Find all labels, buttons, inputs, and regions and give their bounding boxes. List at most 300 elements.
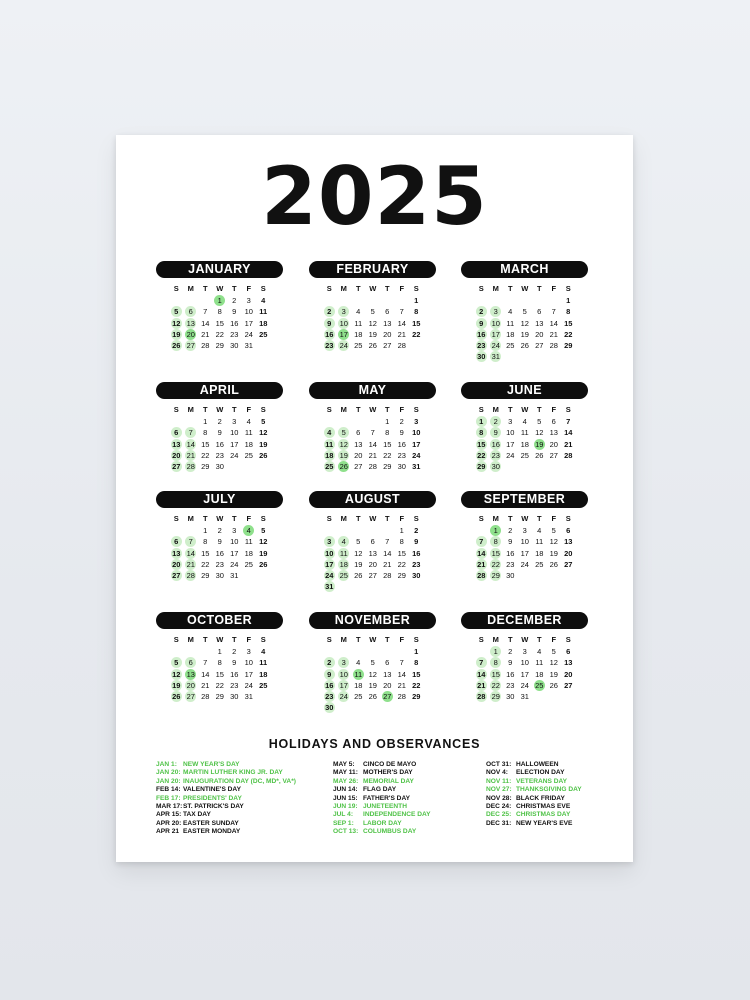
holiday-date: FEB 14:	[156, 786, 181, 794]
calendar-day: 8	[217, 307, 222, 317]
calendar-day: 28	[186, 462, 195, 472]
calendar-day: 17	[230, 548, 239, 558]
calendar-day: 18	[259, 318, 268, 328]
holiday-item	[156, 786, 296, 794]
calendar-day: 17	[412, 439, 421, 449]
calendar-day: 30	[491, 462, 500, 472]
week-row	[156, 439, 283, 450]
calendar-day: 22	[201, 559, 210, 569]
weekday-label: M	[340, 514, 347, 523]
holiday-name: VETERANS DAY	[516, 777, 568, 785]
weekday-label: S	[326, 635, 332, 644]
empty-day	[353, 416, 364, 427]
calendar-day: 4	[356, 658, 361, 668]
calendar-day: 19	[368, 680, 377, 690]
calendar-day: 14	[397, 318, 406, 328]
calendar-day: 21	[549, 329, 558, 339]
holiday-date: MAR 17:	[156, 803, 183, 811]
calendar-day: 30	[230, 692, 239, 702]
calendar-day: 13	[186, 318, 195, 328]
empty-day	[338, 525, 349, 536]
calendar-day: 11	[244, 537, 253, 547]
calendar-day: 10	[230, 537, 239, 547]
weekday-label: W	[216, 635, 224, 644]
calendar-day: 12	[259, 428, 268, 438]
weekday-label: S	[173, 635, 179, 644]
calendar-day: 1	[414, 296, 419, 305]
calendar-day: 7	[399, 658, 404, 668]
week-row	[309, 439, 436, 450]
holiday-item	[156, 828, 296, 836]
calendar-day: 25	[325, 462, 334, 472]
calendar-day: 14	[477, 548, 486, 558]
weekday-label: T	[384, 514, 390, 523]
calendar-day: 14	[397, 669, 406, 679]
calendar-day: 4	[537, 526, 542, 535]
calendar-day: 4	[261, 647, 266, 656]
week-row	[309, 548, 436, 559]
calendar-day: 5	[551, 526, 556, 535]
holidays-title: HOLIDAYS AND OBSERVANCES	[268, 737, 481, 751]
week-row	[309, 691, 436, 702]
calendar-day: 20	[368, 559, 377, 569]
weekday-label: M	[187, 405, 194, 414]
calendar-day: 14	[549, 318, 558, 328]
calendar-day: 4	[243, 525, 254, 536]
calendar-day: 17	[339, 680, 348, 690]
calendar-day: 24	[244, 680, 253, 690]
calendar-poster	[116, 135, 633, 862]
calendar-day: 15	[491, 669, 500, 679]
weekday-label: W	[521, 284, 529, 293]
calendar-day: 27	[172, 571, 181, 581]
weekday-label: T	[202, 514, 208, 523]
calendar-day: 27	[535, 341, 544, 351]
holiday-item	[156, 795, 296, 803]
holiday-name: EASTER SUNDAY	[183, 819, 239, 827]
week-row	[156, 691, 283, 702]
calendar-day: 20	[564, 669, 573, 679]
calendar-day: 9	[508, 537, 513, 547]
weekday-header	[309, 633, 436, 646]
holiday-date: NOV 27:	[486, 786, 512, 794]
calendar-day: 15	[215, 669, 224, 679]
weekday-label: W	[369, 514, 377, 523]
calendar-day: 25	[354, 341, 363, 351]
holiday-name: NEW YEAR'S EVE	[516, 819, 573, 827]
weekday-label: S	[565, 405, 571, 414]
weekday-label: W	[521, 405, 529, 414]
weekday-label: T	[355, 284, 361, 293]
calendar-day: 24	[230, 559, 239, 569]
calendar-day: 14	[368, 439, 377, 449]
calendar-day: 23	[215, 450, 224, 460]
calendar-day: 1	[490, 525, 501, 536]
weekday-label: S	[326, 405, 332, 414]
calendar-day: 27	[564, 680, 573, 690]
calendar-day: 5	[370, 658, 375, 668]
calendar-day: 6	[370, 537, 375, 547]
calendar-day: 29	[201, 462, 210, 472]
calendar-day: 1	[203, 417, 208, 426]
calendar-day: 8	[490, 536, 501, 547]
calendar-day: 28	[477, 571, 486, 581]
calendar-day: 24	[339, 692, 348, 702]
calendar-day: 30	[397, 462, 406, 472]
calendar-day: 5	[171, 657, 182, 668]
calendar-day: 6	[385, 658, 390, 668]
holiday-column	[486, 761, 582, 828]
holiday-date: NOV 28:	[486, 794, 512, 802]
week-row	[461, 329, 588, 340]
week-row	[461, 427, 588, 438]
weekday-label: T	[507, 284, 513, 293]
weekday-label: M	[187, 514, 194, 523]
empty-day	[324, 646, 335, 657]
holiday-item	[333, 820, 431, 828]
weekday-label: W	[216, 284, 224, 293]
calendar-day: 8	[203, 428, 208, 438]
month-title: DECEMBER	[461, 612, 588, 629]
holiday-name: EASTER MONDAY	[183, 828, 241, 836]
empty-day	[200, 646, 211, 657]
week-row	[461, 680, 588, 691]
calendar-day: 12	[368, 318, 377, 328]
calendar-day: 11	[354, 318, 363, 328]
month-title: SEPTEMBER	[461, 491, 588, 508]
calendar-day: 28	[186, 571, 195, 581]
holiday-date: JAN 20:	[156, 777, 181, 785]
calendar-day: 24	[491, 341, 500, 351]
week-row	[461, 351, 588, 362]
calendar-day: 26	[549, 559, 558, 569]
weekday-label: M	[492, 405, 499, 414]
holiday-name: INAUGURATION DAY (DC, MD*, VA*)	[183, 777, 296, 785]
empty-day	[324, 416, 335, 427]
weekday-label: S	[413, 405, 419, 414]
calendar-day: 25	[520, 450, 529, 460]
calendar-day: 3	[522, 647, 527, 656]
empty-day	[367, 646, 378, 657]
month-title: MAY	[309, 382, 436, 399]
calendar-day: 13	[186, 669, 195, 679]
holiday-name: MEMORIAL DAY	[363, 777, 414, 785]
empty-day	[171, 295, 182, 306]
holiday-date: MAY 26:	[333, 777, 359, 785]
calendar-day: 7	[399, 307, 404, 317]
calendar-day: 20	[172, 559, 181, 569]
calendar-day: 23	[325, 692, 334, 702]
calendar-day: 20	[354, 450, 363, 460]
weekday-label: F	[246, 284, 252, 293]
calendar-day: 3	[232, 526, 237, 535]
weekday-label: S	[173, 514, 179, 523]
weekday-label: T	[231, 284, 237, 293]
calendar-day: 26	[368, 692, 377, 702]
calendar-day: 26	[520, 341, 529, 351]
calendar-day: 28	[201, 341, 210, 351]
holiday-date: APR 21	[156, 828, 180, 836]
calendar-day: 30	[412, 571, 421, 581]
calendar-day: 16	[412, 548, 421, 558]
calendar-day: 21	[186, 559, 195, 569]
weekday-label: F	[246, 514, 252, 523]
calendar-day: 11	[339, 548, 348, 558]
calendar-day: 9	[508, 658, 513, 668]
calendar-day: 6	[566, 647, 571, 656]
calendar-day: 18	[354, 329, 363, 339]
week-row	[156, 559, 283, 570]
weekday-label: M	[492, 635, 499, 644]
calendar-day: 17	[339, 329, 348, 339]
calendar-day: 11	[259, 307, 268, 317]
calendar-day: 1	[399, 526, 404, 535]
weekday-label: S	[260, 514, 266, 523]
holiday-date: DEC 31:	[486, 819, 512, 827]
calendar-day: 26	[339, 462, 348, 472]
week-row	[309, 570, 436, 581]
calendar-day: 25	[535, 680, 544, 690]
calendar-day: 28	[397, 692, 406, 702]
holiday-item	[156, 820, 296, 828]
calendar-day: 18	[339, 559, 348, 569]
weekday-label: M	[340, 635, 347, 644]
month-september	[461, 491, 588, 581]
holiday-date: JUL 4:	[333, 811, 354, 819]
holiday-name: VALENTINE'S DAY	[183, 786, 241, 794]
calendar-day: 27	[172, 462, 181, 472]
calendar-day: 20	[549, 439, 558, 449]
calendar-day: 25	[354, 692, 363, 702]
calendar-day: 24	[230, 450, 239, 460]
calendar-day: 4	[522, 417, 527, 426]
weekday-header	[461, 512, 588, 525]
calendar-day: 6	[385, 307, 390, 317]
calendar-day: 10	[520, 537, 529, 547]
week-row	[309, 295, 436, 306]
calendar-day: 17	[491, 329, 500, 339]
weekday-label: W	[521, 514, 529, 523]
week-row	[461, 439, 588, 450]
weekday-header	[156, 282, 283, 295]
holiday-date: JAN 20:	[156, 769, 181, 777]
empty-day	[185, 525, 196, 536]
calendar-day: 13	[564, 658, 573, 668]
calendar-day: 17	[520, 669, 529, 679]
calendar-day: 21	[397, 329, 406, 339]
calendar-day: 30	[215, 571, 224, 581]
calendar-day: 14	[383, 548, 392, 558]
calendar-day: 24	[325, 571, 334, 581]
weekday-label: F	[551, 514, 557, 523]
calendar-day: 7	[551, 307, 556, 317]
week-row	[156, 525, 283, 536]
calendar-day: 4	[324, 427, 335, 438]
weekday-label: W	[369, 405, 377, 414]
week-row	[156, 295, 283, 306]
weekday-label: T	[202, 635, 208, 644]
calendar-day: 26	[549, 680, 558, 690]
calendar-day: 11	[259, 658, 268, 668]
calendar-day: 2	[217, 417, 222, 426]
calendar-day: 7	[203, 307, 208, 317]
calendar-day: 23	[215, 559, 224, 569]
holiday-date: APR 20:	[156, 819, 182, 827]
calendar-day: 6	[185, 657, 196, 668]
month-december	[461, 612, 588, 702]
week-row	[309, 318, 436, 329]
calendar-day: 22	[397, 559, 406, 569]
calendar-day: 6	[537, 307, 542, 317]
calendar-day: 2	[490, 416, 501, 427]
weekday-header	[461, 403, 588, 416]
week-row	[156, 680, 283, 691]
week-row	[309, 669, 436, 680]
calendar-day: 15	[477, 439, 486, 449]
week-row	[156, 318, 283, 329]
week-row	[461, 318, 588, 329]
calendar-day: 31	[520, 692, 529, 702]
calendar-day: 4	[537, 647, 542, 656]
weekday-label: W	[369, 284, 377, 293]
weekday-label: T	[536, 405, 542, 414]
calendar-day: 6	[356, 428, 361, 438]
calendar-day: 11	[244, 428, 253, 438]
calendar-day: 21	[564, 439, 573, 449]
empty-day	[324, 295, 335, 306]
calendar-day: 18	[520, 439, 529, 449]
calendar-day: 18	[535, 548, 544, 558]
calendar-day: 3	[246, 647, 251, 656]
month-title: AUGUST	[309, 491, 436, 508]
calendar-day: 5	[338, 427, 349, 438]
calendar-day: 29	[397, 571, 406, 581]
calendar-day: 4	[356, 307, 361, 317]
calendar-day: 10	[244, 658, 253, 668]
weekday-label: T	[202, 405, 208, 414]
calendar-day: 9	[490, 427, 501, 438]
weekday-label: S	[326, 514, 332, 523]
weekday-label: S	[173, 284, 179, 293]
calendar-day: 17	[230, 439, 239, 449]
calendar-day: 6	[566, 526, 571, 535]
calendar-day: 20	[383, 680, 392, 690]
week-row	[309, 680, 436, 691]
calendar-day: 8	[490, 657, 501, 668]
holiday-date: JUN 14:	[333, 786, 358, 794]
calendar-day: 5	[171, 306, 182, 317]
week-row	[461, 295, 588, 306]
week-row	[309, 559, 436, 570]
calendar-day: 3	[508, 417, 513, 426]
weekday-label: F	[399, 514, 405, 523]
calendar-day: 23	[325, 341, 334, 351]
weekday-label: M	[492, 514, 499, 523]
calendar-day: 12	[368, 669, 377, 679]
calendar-day: 21	[201, 329, 210, 339]
holiday-name: FLAG DAY	[363, 786, 397, 794]
holiday-name: ELECTION DAY	[516, 769, 565, 777]
calendar-day: 23	[506, 680, 515, 690]
calendar-day: 29	[491, 692, 500, 702]
calendar-day: 17	[244, 669, 253, 679]
weekday-label: S	[413, 514, 419, 523]
calendar-day: 14	[477, 669, 486, 679]
weekday-label: W	[216, 405, 224, 414]
weekday-label: T	[507, 405, 513, 414]
empty-day	[476, 295, 487, 306]
weekday-label: S	[413, 284, 419, 293]
weekday-header	[461, 282, 588, 295]
calendar-day: 5	[522, 307, 527, 317]
week-row	[156, 646, 283, 657]
week-row	[461, 559, 588, 570]
holiday-date: DEC 24:	[486, 803, 512, 811]
calendar-day: 19	[259, 548, 268, 558]
week-row	[156, 306, 283, 317]
calendar-day: 5	[370, 307, 375, 317]
calendar-day: 18	[259, 669, 268, 679]
weekday-label: T	[384, 284, 390, 293]
calendar-day: 16	[215, 439, 224, 449]
holiday-date: JUN 15:	[333, 794, 358, 802]
calendar-day: 16	[230, 669, 239, 679]
calendar-day: 2	[232, 296, 237, 305]
holiday-item	[156, 761, 296, 769]
week-row	[309, 702, 436, 713]
calendar-day: 12	[520, 318, 529, 328]
calendar-day: 19	[368, 329, 377, 339]
calendar-day: 8	[414, 307, 419, 317]
calendar-day: 7	[370, 428, 375, 438]
calendar-day: 29	[491, 571, 500, 581]
week-row	[461, 548, 588, 559]
week-row	[461, 646, 588, 657]
weekday-label: S	[260, 284, 266, 293]
holiday-date: NOV 4:	[486, 769, 508, 777]
empty-day	[534, 295, 545, 306]
calendar-day: 13	[535, 318, 544, 328]
calendar-day: 28	[368, 462, 377, 472]
weekday-header	[156, 403, 283, 416]
calendar-day: 27	[383, 692, 392, 702]
calendar-day: 30	[230, 341, 239, 351]
calendar-day: 13	[172, 439, 181, 449]
calendar-day: 19	[259, 439, 268, 449]
calendar-day: 30	[506, 571, 515, 581]
calendar-day: 2	[399, 417, 404, 426]
calendar-day: 18	[244, 439, 253, 449]
empty-day	[200, 295, 211, 306]
calendar-day: 12	[172, 669, 181, 679]
holiday-item	[333, 786, 431, 794]
calendar-day: 3	[324, 536, 335, 547]
calendar-day: 24	[520, 559, 529, 569]
calendar-day: 1	[385, 417, 390, 426]
weekday-label: F	[246, 635, 252, 644]
week-row	[461, 306, 588, 317]
weekday-header	[309, 403, 436, 416]
empty-day	[171, 416, 182, 427]
calendar-day: 18	[506, 329, 515, 339]
calendar-day: 8	[385, 428, 390, 438]
calendar-day: 21	[477, 680, 486, 690]
holiday-date: DEC 25:	[486, 811, 512, 819]
weekday-label: T	[384, 635, 390, 644]
calendar-day: 13	[383, 669, 392, 679]
calendar-day: 26	[535, 450, 544, 460]
calendar-day: 3	[246, 296, 251, 305]
